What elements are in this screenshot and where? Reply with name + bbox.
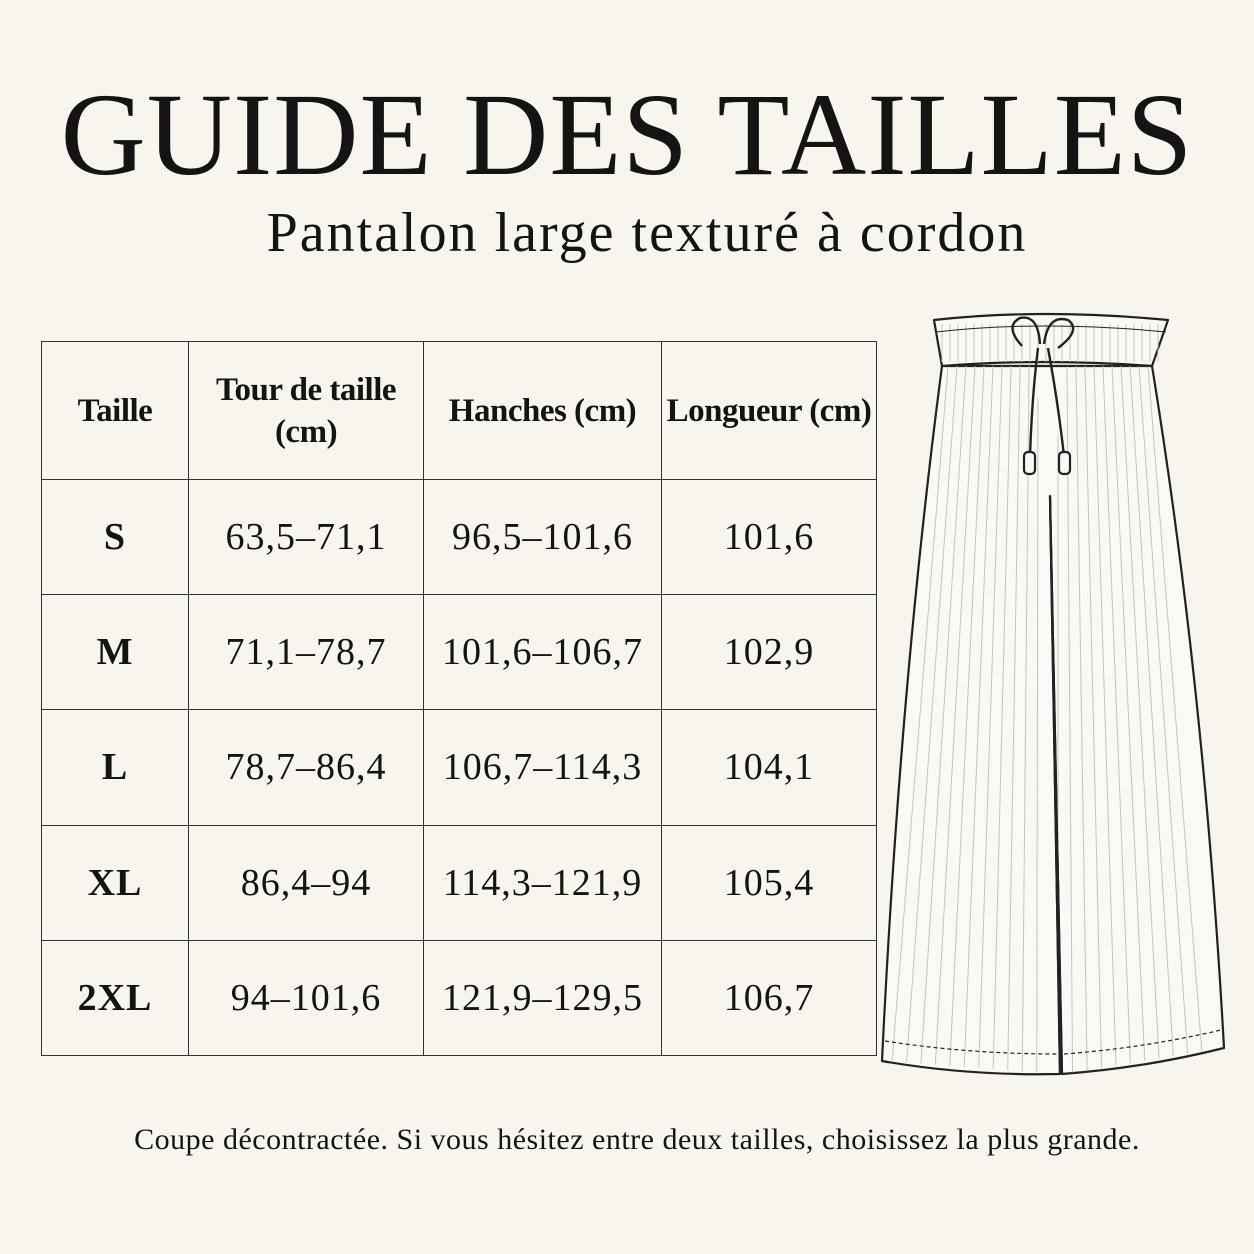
wide-leg-pants-icon bbox=[872, 306, 1232, 1086]
page-title: GUIDE DES TAILLES bbox=[60, 69, 1194, 200]
waist-cell: 86,4–94 bbox=[189, 825, 424, 940]
waist-cell: 78,7–86,4 bbox=[189, 710, 424, 825]
length-cell: 104,1 bbox=[662, 710, 877, 825]
column-header-hips: Hanches (cm) bbox=[424, 342, 662, 480]
table-header-row bbox=[42, 342, 877, 480]
length-cell: 102,9 bbox=[662, 595, 877, 710]
table-row bbox=[42, 595, 877, 710]
length-cell: 101,6 bbox=[662, 480, 877, 595]
waist-cell: 63,5–71,1 bbox=[189, 480, 424, 595]
column-header-waist: Tour de taille (cm) bbox=[189, 342, 424, 480]
size-cell: 2XL bbox=[42, 940, 189, 1055]
table-row bbox=[42, 940, 877, 1055]
waist-cell: 71,1–78,7 bbox=[189, 595, 424, 710]
column-header-size: Taille bbox=[42, 342, 189, 480]
size-cell: S bbox=[42, 480, 189, 595]
size-table bbox=[41, 341, 877, 1056]
hips-cell: 121,9–129,5 bbox=[424, 940, 662, 1055]
size-cell: M bbox=[42, 595, 189, 710]
table-row bbox=[42, 480, 877, 595]
page-subtitle: Pantalon large texturé à cordon bbox=[266, 202, 1028, 264]
size-cell: L bbox=[42, 710, 189, 825]
length-cell: 106,7 bbox=[662, 940, 877, 1055]
size-cell: XL bbox=[42, 825, 189, 940]
table-row bbox=[42, 710, 877, 825]
table-row bbox=[42, 825, 877, 940]
hips-cell: 106,7–114,3 bbox=[424, 710, 662, 825]
fit-note: Coupe décontractée. Si vous hésitez entre deux tailles, choisissez la plus grande. bbox=[134, 1123, 1140, 1156]
hips-cell: 96,5–101,6 bbox=[424, 480, 662, 595]
hips-cell: 101,6–106,7 bbox=[424, 595, 662, 710]
length-cell: 105,4 bbox=[662, 825, 877, 940]
hips-cell: 114,3–121,9 bbox=[424, 825, 662, 940]
column-header-length: Longueur (cm) bbox=[662, 342, 877, 480]
waist-cell: 94–101,6 bbox=[189, 940, 424, 1055]
